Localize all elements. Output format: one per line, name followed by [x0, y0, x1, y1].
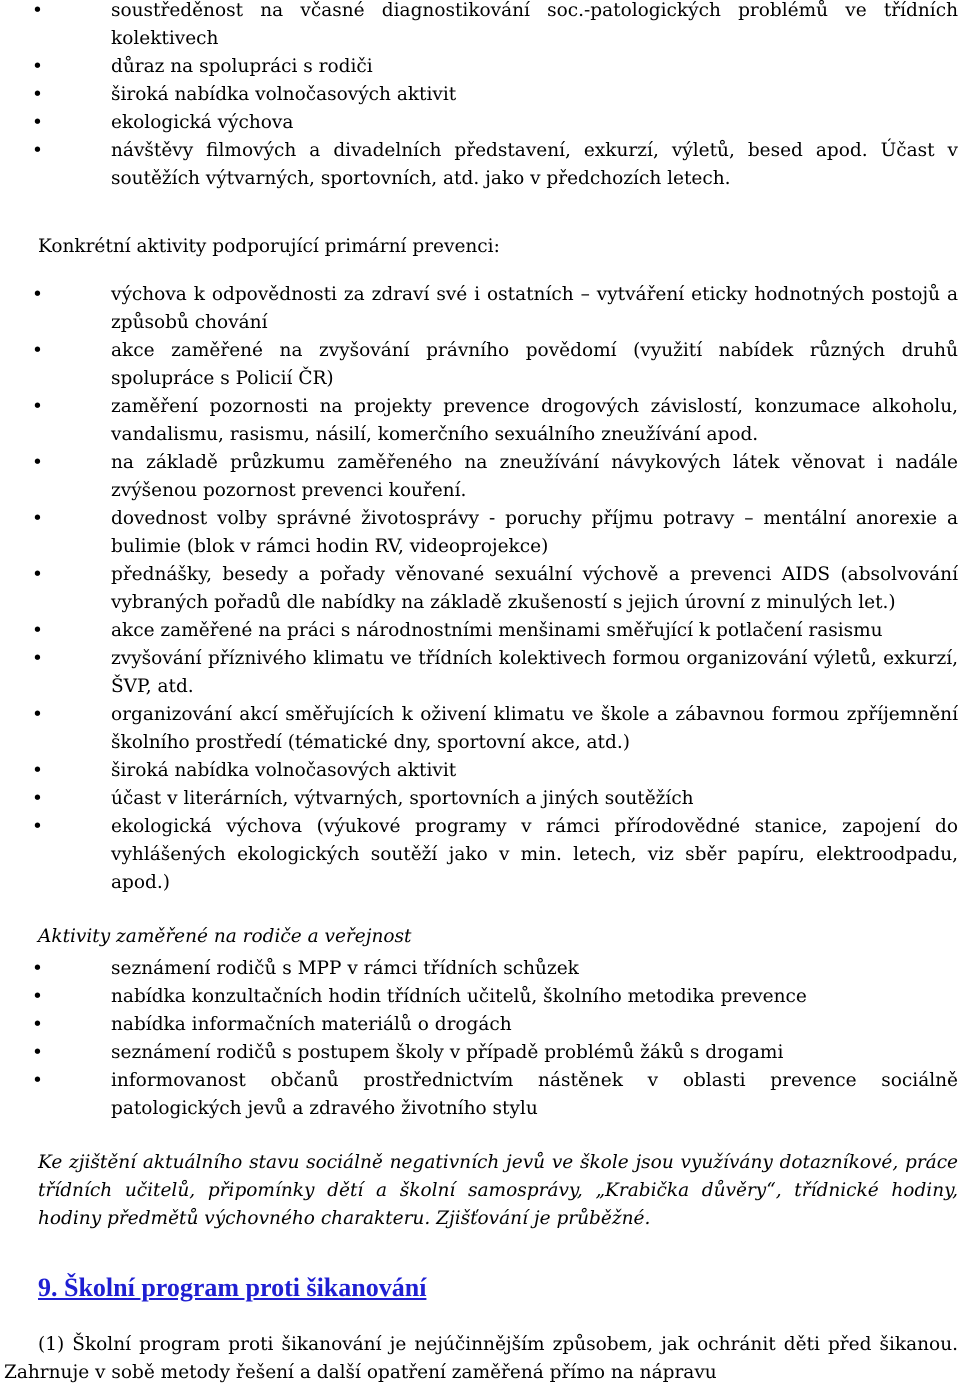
list-item: •soustředěnost na včasné diagnostikování soc.-patologických problémů ve třídních kolektivech	[4, 0, 958, 53]
bullet	[4, 109, 111, 137]
list-item: •akce zaměřené na práci s národnostními menšinami směřující k potlačení rasismu	[4, 617, 958, 645]
list-item: •na základě průzkumu zaměřeného na zneužívání návykových látek věnovat i nadále zvýšenou pozornost prevenci kouření.	[4, 449, 958, 505]
list-item: •ekologická výchova	[4, 109, 958, 137]
section-paragraph: (1) Školní program proti šikanování je nejúčinnějším způsobem, jak ochránit děti před šikanou. Zahrnuje v sobě metody řešení a další opatření zaměřená přímo na nápravu	[4, 1334, 958, 1383]
list-item: •účast v literárních, výtvarných, sportovních a jiných soutěžích	[4, 785, 958, 813]
list-item: •dovednost volby správné životosprávy - poruchy příjmu potravy – mentální anorexie a bulimie (blok v rámci hodin RV, videoprojekce)	[4, 505, 958, 561]
list-item: •akce zaměřené na zvyšování právního povědomí (využití nabídek různých druhů spolupráce s Policií ČR)	[4, 337, 958, 393]
bullet	[4, 561, 111, 589]
list-item: •přednášky, besedy a pořady věnované sexuální výchově a prevenci AIDS (absolvování vybraných pořadů dle nabídky na základě zkušeností s jejich úrovní z minulých let.)	[4, 561, 958, 617]
list-item: •široká nabídka volnočasových aktivit	[4, 81, 958, 109]
bullet	[4, 137, 111, 165]
list-parents-public	[4, 955, 958, 1123]
list-item: •organizování akcí směřujících k oživení klimatu ve škole a zábavnou formou zpříjemnění školního prostředí (tématické dny, sportovní akce, atd.)	[4, 701, 958, 757]
bullet	[4, 1039, 111, 1067]
list-item: •seznámení rodičů s MPP v rámci třídních schůzek	[4, 955, 958, 983]
list-item: •zvyšování příznivého klimatu ve třídních kolektivech formou organizování výletů, exkurzí, ŠVP, atd.	[4, 645, 958, 701]
bullet	[4, 1011, 111, 1039]
list-item: •zaměření pozornosti na projekty prevence drogových závislostí, konzumace alkoholu, vandalismu, rasismu, násilí, komerčního sexuálního zneužívání apod.	[4, 393, 958, 449]
list-item: •důraz na spolupráci s rodiči	[4, 53, 958, 81]
list-top	[4, 0, 958, 193]
bullet	[4, 81, 111, 109]
document-page	[4, 0, 958, 1387]
heading-primary-prevention: Konkrétní aktivity podporující primární prevenci:	[38, 236, 500, 257]
bullet	[4, 449, 111, 477]
list-item: •informovanost občanů prostřednictvím nástěnek v oblasti prevence sociálně patologických jevů a zdravého životního stylu	[4, 1067, 958, 1123]
bullet	[4, 0, 111, 25]
heading-parents-public: Aktivity zaměřené na rodiče a veřejnost	[38, 926, 412, 947]
section-heading[interactable]: 9. Školní program proti šikanování	[38, 1273, 427, 1302]
list-item: •široká nabídka volnočasových aktivit	[4, 757, 958, 785]
list-item: •návštěvy filmových a divadelních představení, exkurzí, výletů, besed apod. Účast v soutěžích výtvarných, sportovních, atd. jako v předchozích letech.	[4, 137, 958, 193]
list-item: •nabídka informačních materiálů o drogách	[4, 1011, 958, 1039]
bullet	[4, 785, 111, 813]
bullet	[4, 645, 111, 673]
bullet	[4, 701, 111, 729]
bullet	[4, 1067, 111, 1095]
bullet	[4, 281, 111, 309]
list-item: •nabídka konzultačních hodin třídních učitelů, školního metodika prevence	[4, 983, 958, 1011]
bullet	[4, 813, 111, 841]
bullet	[4, 505, 111, 533]
bullet	[4, 393, 111, 421]
bullet	[4, 617, 111, 645]
bullet	[4, 337, 111, 365]
bullet	[4, 955, 111, 983]
italic-paragraph: Ke zjištění aktuálního stavu sociálně negativních jevů ve škole jsou využívány dotazníkové, práce třídních učitelů, připomínky dětí a školní samosprávy, „Krabička důvěry“, třídnické hodiny, hodiny předmětů výchovného charakteru. Zjišťování je průběžné.	[38, 1152, 958, 1229]
list-item: •ekologická výchova (výukové programy v rámci přírodovědné stanice, zapojení do vyhlášených ekologických soutěží jako v min. letech, viz sběr papíru, elektroodpadu, apod.)	[4, 813, 958, 897]
bullet	[4, 757, 111, 785]
list-item: •výchova k odpovědnosti za zdraví své i ostatních – vytváření eticky hodnotných postojů a způsobů chování	[4, 281, 958, 337]
list-primary-prevention	[4, 281, 958, 897]
bullet	[4, 983, 111, 1011]
list-item: •seznámení rodičů s postupem školy v případě problémů žáků s drogami	[4, 1039, 958, 1067]
bullet	[4, 53, 111, 81]
